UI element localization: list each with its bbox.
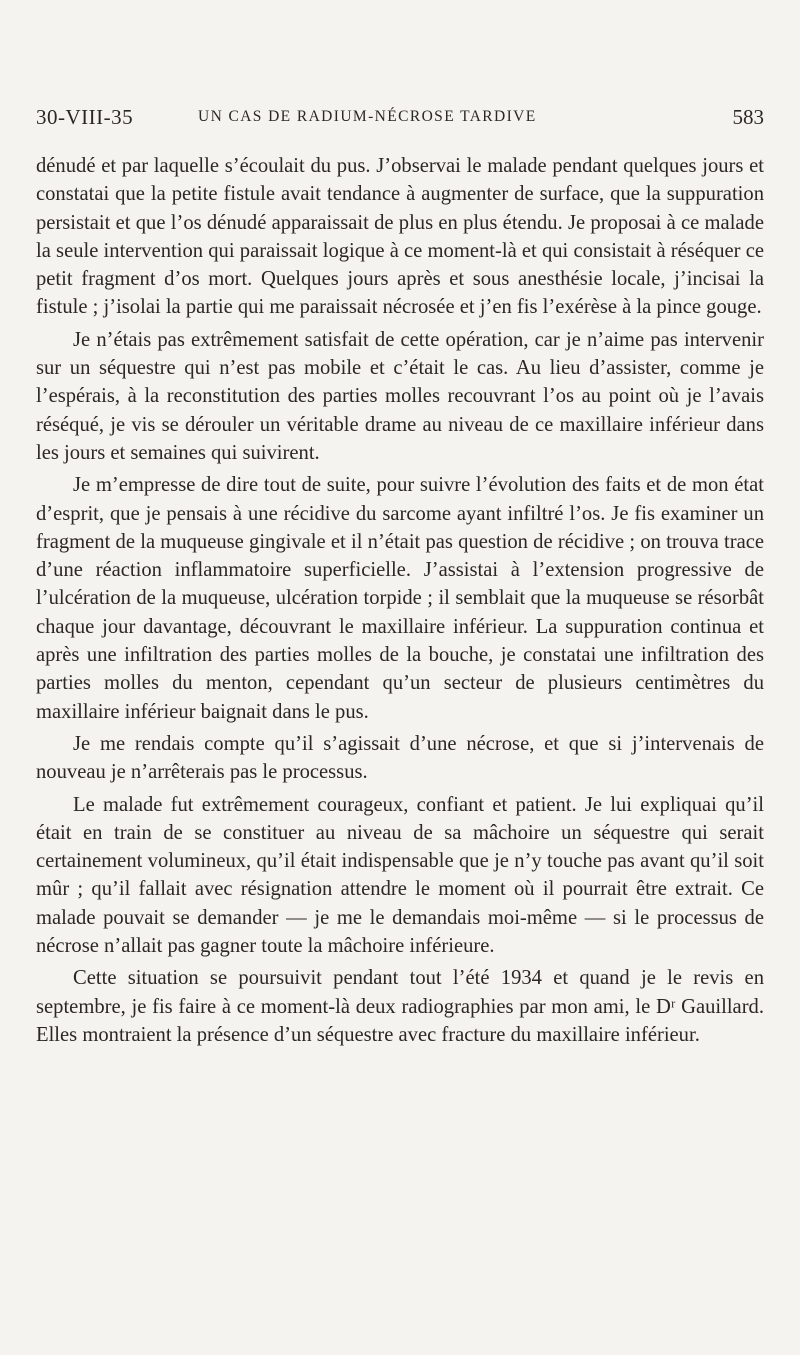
running-head-title: UN CAS DE RADIUM-NÉCROSE TARDIVE bbox=[198, 108, 537, 125]
running-head bbox=[36, 100, 764, 134]
paragraph-recidive: Je m’empresse de dire tout de suite, pour suivre l’évolution des faits et de mon état d’esprit, que je pensais à une récidive du sarcome ayant infiltré l’os. Je fis examiner un fragment de la muqueuse gingivale et il n’était pas question de récidive ; on trouva trace d’une réaction inflammatoire superficielle. J’assistai à l’extension progressive de l’ulcération de la muqueuse, ulcération torpide ; il semblait que la muqueuse se résorbât chaque jour davantage, découvrant le maxillaire inférieur. La suppuration continua et après une infiltration des parties molles de la bouche, je constatai une infiltration des parties molles du menton, cependant qu’un secteur de plusieurs centimètres du maxillaire inférieur baignait dans le pus. bbox=[36, 474, 764, 723]
paragraph-operation: Je n’étais pas extrêmement satisfait de cette opération, car je n’aime pas intervenir sur un séquestre qui n’est pas mobile et c’était le cas. Au lieu d’assister, comme je l’espérais, à la reconstitution des parties molles recouvrant l’os au point où je l’avais réséqué, je vis se dérouler un véritable drame au niveau de ce maxillaire inférieur dans les jours et semaines qui suivirent. bbox=[36, 328, 764, 464]
running-head-date: 30-VIII-35 bbox=[36, 105, 134, 129]
page-number: 583 bbox=[732, 105, 764, 129]
paragraph-necrose: Je me rendais compte qu’il s’agissait d’une nécrose, et que si j’intervenais de nouveau je n’arrêterais pas le processus. bbox=[36, 732, 764, 784]
article-body bbox=[36, 152, 764, 1053]
paragraph-continuation: dénudé et par laquelle s’écoulait du pus. J’observai le malade pendant quelques jours et constatai que la petite fistule avait tendance à augmenter de surface, que la suppuration persistait et que l’os dénudé apparaissait de plus en plus étendu. Je proposai à ce malade la seule intervention qui paraissait logique à ce moment-là et qui consistait à réséquer ce petit fragment d’os mort. Quelques jours après et sous anesthésie locale, j’incisai la fistule ; j’isolai la partie qui me paraissait nécrosée et j’en fis l’exérèse à la pince gouge. bbox=[36, 155, 764, 319]
paragraph-radiographies: Cette situation se poursuivit pendant tout l’été 1934 et quand je le revis en septembre, je fis faire à ce moment-là deux radiographies par mon ami, le Dʳ Gauillard. Elles montraient la présence d’un séquestre avec fracture du maxillaire inférieur. bbox=[36, 967, 764, 1046]
paragraph-malade: Le malade fut extrêmement courageux, confiant et patient. Je lui expliquai qu’il était en train de se constituer au niveau de sa mâchoire un séquestre qui serait certainement volumineux, qu’il était indispensable que je n’y touche pas avant qu’il soit mûr ; qu’il fallait avec résignation attendre le moment où il pourrait être extrait. Ce malade pouvait se demander — je me le demandais moi-même — si le processus de nécrose n’allait pas gagner toute la mâchoire inférieure. bbox=[36, 793, 764, 958]
